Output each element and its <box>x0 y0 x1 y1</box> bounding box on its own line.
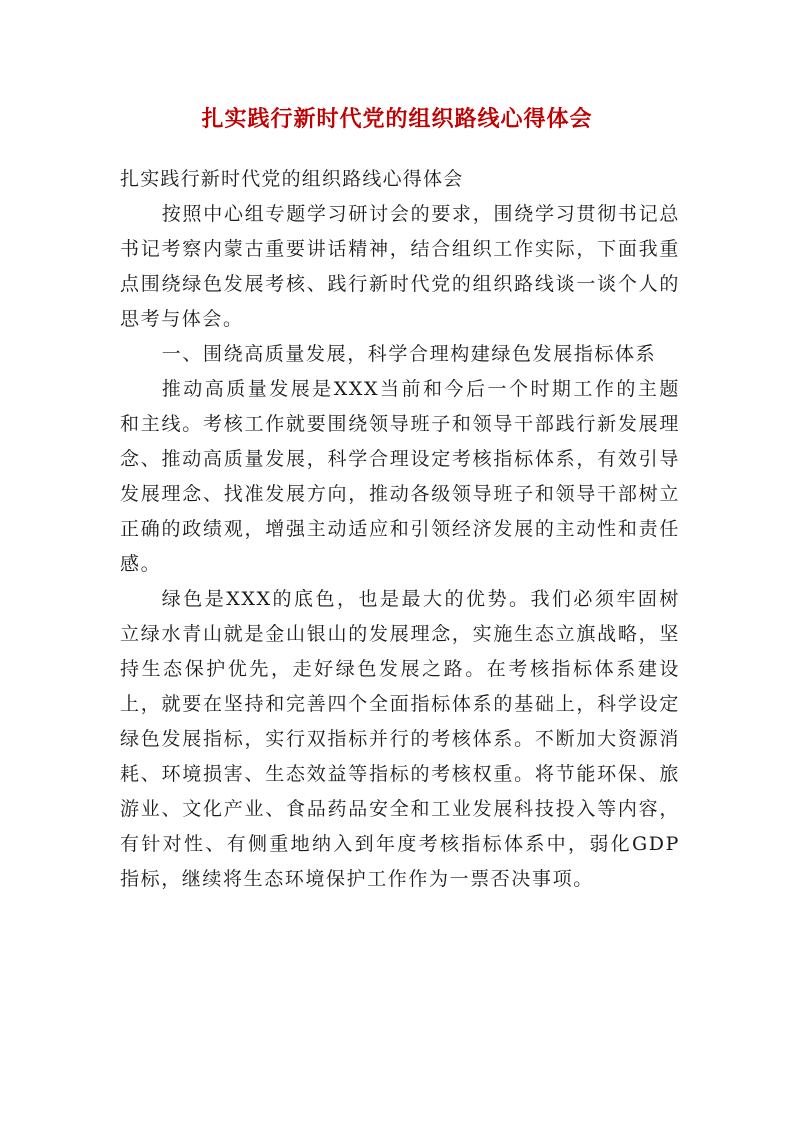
paragraph-green-development: 绿色是XXX的底色，也是最大的优势。我们必须牢固树立绿水青山就是金山银山的发展理念，实施生态立旗战略，坚持生态保护优先，走好绿色发展之路。在考核指标体系建设上，就要在坚持和完善四个全面指标体系的基础上，科学设定绿色发展指标，实行双指标并行的考核体系。不断加大资源消耗、环境损害、生态效益等指标的考核权重。将节能环保、旅游业、文化产业、食品药品安全和工业发展科技投入等内容，有针对性、有侧重地纳入到年度考核指标体系中，弱化GDP指标，继续将生态环境保护工作作为一票否决事项。 <box>120 588 680 890</box>
document-subtitle: 扎实践行新时代党的组织路线心得体会 <box>120 168 464 190</box>
document-body <box>120 162 680 897</box>
document-title: 扎实践行新时代党的组织路线心得体会 <box>201 106 593 132</box>
paragraph-intro: 按照中心组专题学习研讨会的要求，围绕学习贯彻书记总书记考察内蒙古重要讲话精神，结合组织工作实际，下面我重点围绕绿色发展考核、践行新时代党的组织路线谈一谈个人的思考与体会。 <box>120 203 680 330</box>
section-heading-1: 一、围绕高质量发展，科学合理构建绿色发展指标体系 <box>161 343 657 365</box>
paragraph-high-quality-development: 推动高质量发展是XXX当前和今后一个时期工作的主题和主线。考核工作就要围绕领导班子和领导干部践行新发展理念、推动高质量发展，科学合理设定考核指标体系，有效引导发展理念、找准发展方向，推动各级领导班子和领导干部树立正确的政绩观，增强主动适应和引领经济发展的主动性和责任感。 <box>120 378 680 575</box>
